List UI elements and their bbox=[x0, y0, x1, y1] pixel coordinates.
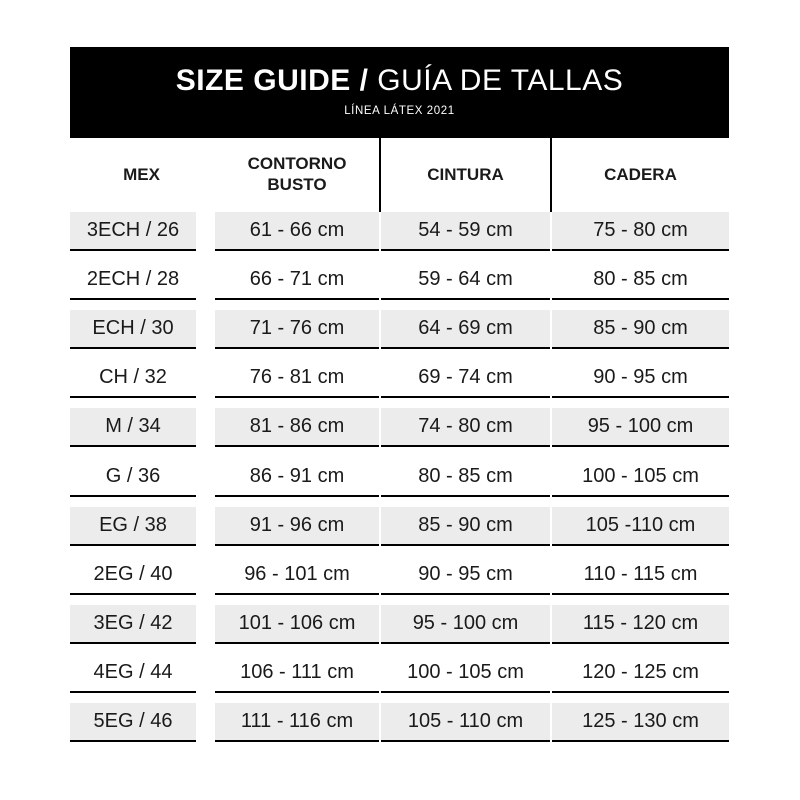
page-title bbox=[70, 63, 729, 99]
measurement-cell: 76 - 81 cm bbox=[215, 359, 379, 398]
size-label-cell: 2ECH / 28 bbox=[70, 261, 196, 300]
measurement-cell: 125 - 130 cm bbox=[552, 703, 729, 742]
measurement-cell: 66 - 71 cm bbox=[215, 261, 379, 300]
size-label-cell: ECH / 30 bbox=[70, 310, 196, 349]
measurement-cell: 91 - 96 cm bbox=[215, 507, 379, 546]
measurement-cell: 90 - 95 cm bbox=[381, 556, 550, 595]
measurement-cell: 106 - 111 cm bbox=[215, 654, 379, 693]
size-label-cell: 3EG / 42 bbox=[70, 605, 196, 644]
title-bold: SIZE GUIDE / bbox=[175, 64, 369, 97]
size-label-cell: 2EG / 40 bbox=[70, 556, 196, 595]
measurement-cell: 101 - 106 cm bbox=[215, 605, 379, 644]
measurement-cell: 81 - 86 cm bbox=[215, 408, 379, 447]
measurement-cell: 85 - 90 cm bbox=[381, 507, 550, 546]
title-banner bbox=[70, 47, 729, 138]
size-label-cell: 3ECH / 26 bbox=[70, 212, 196, 251]
title-light: GUÍA DE TALLAS bbox=[368, 64, 624, 97]
measurement-cell: 75 - 80 cm bbox=[552, 212, 729, 251]
measurement-cell: 90 - 95 cm bbox=[552, 359, 729, 398]
measurement-cell: 54 - 59 cm bbox=[381, 212, 550, 251]
measurement-cell: 80 - 85 cm bbox=[381, 458, 550, 497]
measurement-cell: 74 - 80 cm bbox=[381, 408, 550, 447]
size-label-cell: 5EG / 46 bbox=[70, 703, 196, 742]
measurement-cell: 120 - 125 cm bbox=[552, 654, 729, 693]
measurement-cell: 110 - 115 cm bbox=[552, 556, 729, 595]
measurement-cell: 86 - 91 cm bbox=[215, 458, 379, 497]
size-label-cell: M / 34 bbox=[70, 408, 196, 447]
measurement-cell: 95 - 100 cm bbox=[552, 408, 729, 447]
column-header-mex: MEX bbox=[123, 164, 160, 184]
size-label-cell: 4EG / 44 bbox=[70, 654, 196, 693]
measurement-cell: 96 - 101 cm bbox=[215, 556, 379, 595]
subtitle: LÍNEA LÁTEX 2021 bbox=[344, 105, 455, 117]
measurement-cell: 59 - 64 cm bbox=[381, 261, 550, 300]
size-label-cell: EG / 38 bbox=[70, 507, 196, 546]
size-label-cell: CH / 32 bbox=[70, 359, 196, 398]
measurement-cell: 64 - 69 cm bbox=[381, 310, 550, 349]
measurement-cell: 85 - 90 cm bbox=[552, 310, 729, 349]
measurement-cell: 71 - 76 cm bbox=[215, 310, 379, 349]
size-label-cell: G / 36 bbox=[70, 458, 196, 497]
measurement-cell: 100 - 105 cm bbox=[381, 654, 550, 693]
measurement-cell: 80 - 85 cm bbox=[552, 261, 729, 300]
measurement-cell: 95 - 100 cm bbox=[381, 605, 550, 644]
measurement-cell: 61 - 66 cm bbox=[215, 212, 379, 251]
measurement-cell: 105 -110 cm bbox=[552, 507, 729, 546]
measurement-cell: 115 - 120 cm bbox=[552, 605, 729, 644]
header-divider bbox=[379, 138, 381, 212]
header-divider bbox=[550, 138, 552, 212]
column-header-cadera: CADERA bbox=[604, 164, 677, 184]
column-header-cintura: CINTURA bbox=[427, 164, 504, 184]
measurement-cell: 111 - 116 cm bbox=[215, 703, 379, 742]
measurement-cell: 69 - 74 cm bbox=[381, 359, 550, 398]
column-header-contorno-busto: CONTORNO BUSTO bbox=[247, 154, 347, 194]
measurement-cell: 100 - 105 cm bbox=[552, 458, 729, 497]
measurement-cell: 105 - 110 cm bbox=[381, 703, 550, 742]
